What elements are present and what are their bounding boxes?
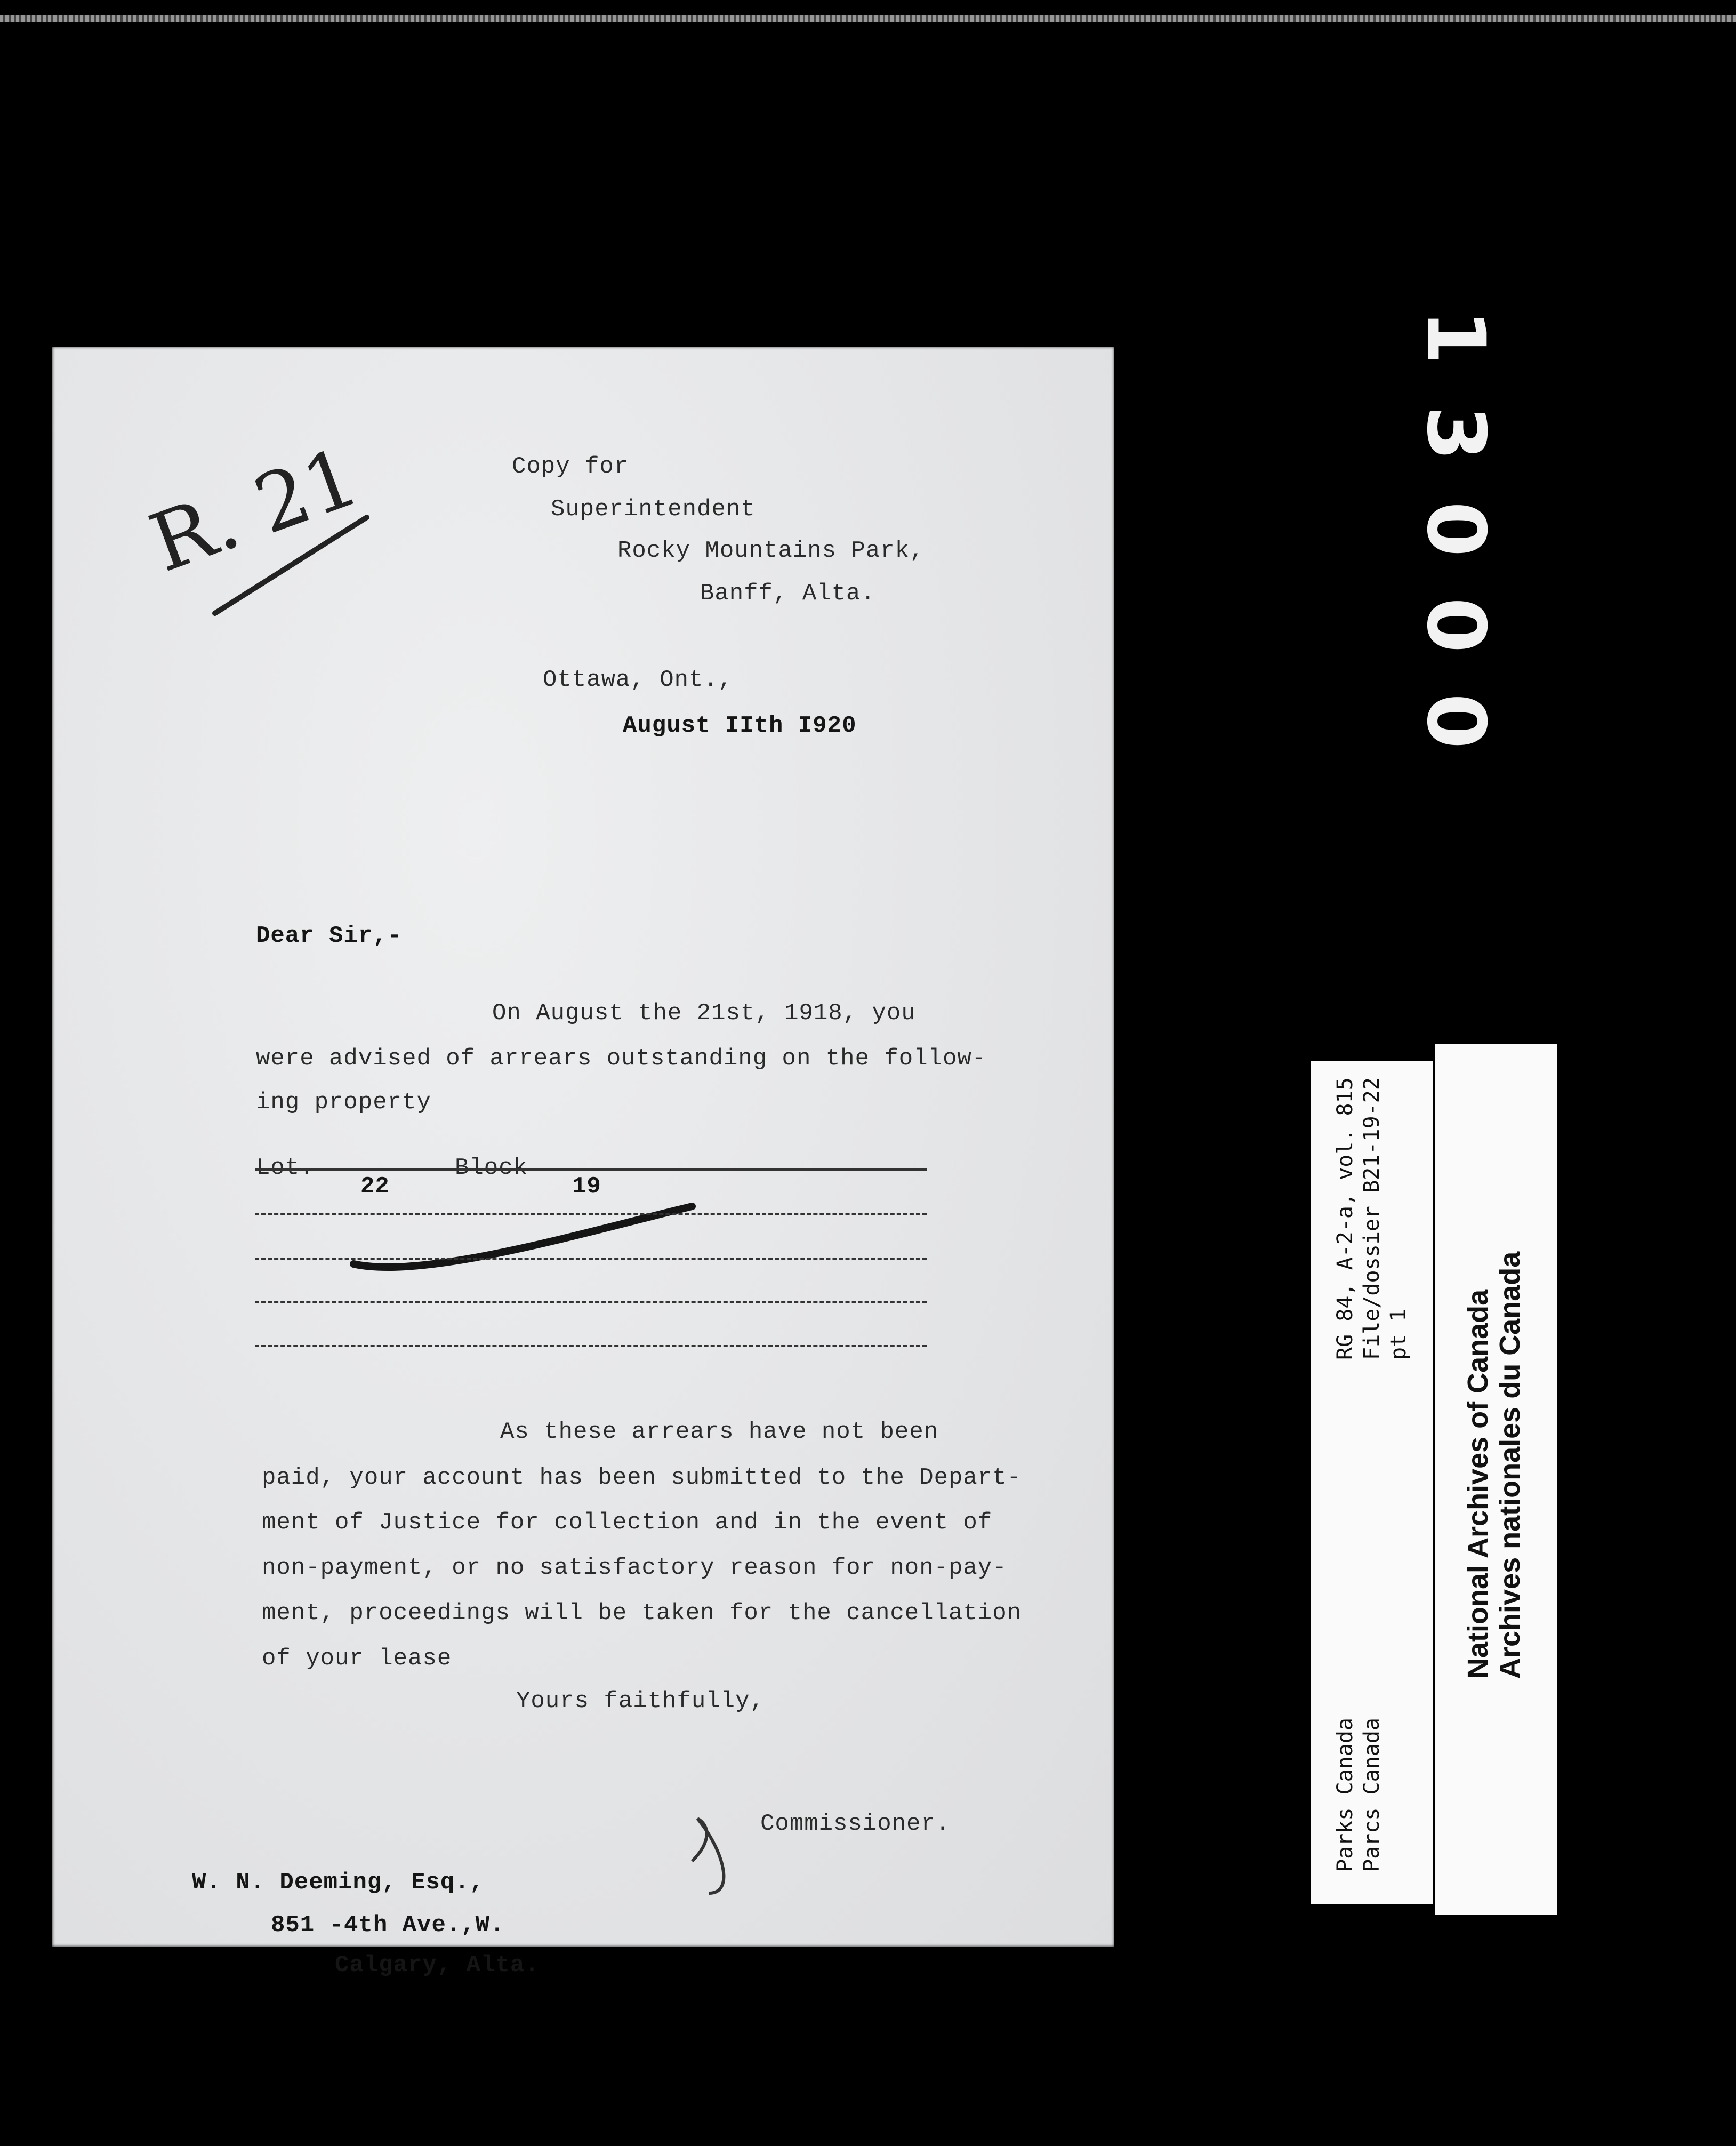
fonds-line: Parcs Canada bbox=[1360, 1718, 1384, 1872]
fonds-line: Parks Canada bbox=[1333, 1718, 1357, 1872]
recipient-line-3: Calgary, Alta. bbox=[335, 1952, 540, 1979]
reference-line: pt 1 bbox=[1386, 1308, 1411, 1360]
block-label: Block bbox=[455, 1155, 528, 1181]
para1-line1: On August the 21st, 1918, you bbox=[492, 1000, 916, 1027]
signoff: Commissioner. bbox=[760, 1811, 951, 1837]
frame-number bbox=[1409, 288, 1502, 864]
institution-line: National Archives of Canada bbox=[1462, 1289, 1494, 1679]
letter-page bbox=[52, 347, 1114, 1979]
institution-label bbox=[1435, 1044, 1557, 1915]
film-edge bbox=[0, 15, 1736, 22]
para2-line1: As these arrears have not been bbox=[500, 1419, 939, 1445]
recipient-line-2: 851 -4th Ave.,W. bbox=[271, 1912, 505, 1939]
date-line: August IIth I920 bbox=[623, 712, 857, 739]
recipient-line-1: W. N. Deeming, Esq., bbox=[192, 1869, 485, 1896]
table-rule bbox=[255, 1213, 927, 1215]
frame-digit: 0 bbox=[1409, 693, 1502, 749]
address-line-1: Superintendent bbox=[551, 496, 756, 523]
lot-value: 22 bbox=[360, 1173, 390, 1200]
institution-line: Archives nationales du Canada bbox=[1494, 1251, 1526, 1679]
copy-for: Copy for bbox=[512, 453, 629, 480]
block-value: 19 bbox=[572, 1173, 601, 1200]
para1-line2: were advised of arrears outstanding on the follow- bbox=[256, 1045, 987, 1072]
para2-line3: ment of Justice for collection and in the event of bbox=[262, 1509, 993, 1536]
handwritten-note: R. 21 bbox=[139, 430, 371, 591]
table-rule bbox=[255, 1258, 927, 1260]
place-line: Ottawa, Ont., bbox=[543, 667, 733, 693]
frame-digit: 1 bbox=[1409, 309, 1502, 365]
address-line-2: Rocky Mountains Park, bbox=[617, 538, 925, 564]
para2-line6: of your lease bbox=[262, 1645, 452, 1672]
table-rule bbox=[255, 1301, 927, 1303]
table-rule bbox=[255, 1345, 927, 1347]
archive-reference-label bbox=[1311, 1061, 1433, 1904]
reference-line: RG 84, A-2-a, vol. 815 bbox=[1333, 1077, 1357, 1360]
reference-line: File/dossier B21-19-22 bbox=[1360, 1077, 1384, 1360]
para1-line3: ing property bbox=[256, 1089, 431, 1116]
para2-line4: non-payment, or no satisfactory reason for non-pay- bbox=[262, 1555, 1007, 1581]
closing: Yours faithfully, bbox=[516, 1688, 765, 1715]
para2-line5: ment, proceedings will be taken for the cancellation bbox=[262, 1600, 1022, 1627]
table-rule bbox=[255, 1168, 927, 1171]
salutation: Dear Sir,- bbox=[256, 923, 403, 949]
para2-line2: paid, your account has been submitted to the Depart- bbox=[262, 1464, 1022, 1491]
frame-digit: 3 bbox=[1409, 405, 1502, 461]
frame-digit: 0 bbox=[1409, 501, 1502, 557]
frame-digit: 0 bbox=[1409, 597, 1502, 653]
lot-label: Lot. bbox=[256, 1155, 315, 1181]
address-line-3: Banff, Alta. bbox=[700, 580, 875, 607]
